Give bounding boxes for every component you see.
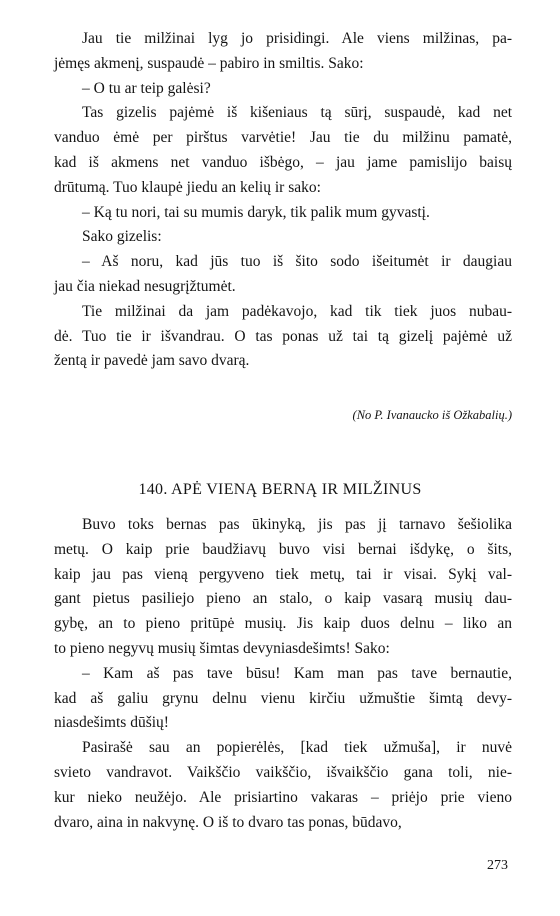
text-line: kur nieko neužėjo. Ale prisiartino vakaras – priėjo prie vieno: [54, 788, 512, 806]
text-line: Jau tie milžinai lyg jo prisidingi. Ale viens milžinas, pa-: [82, 30, 512, 47]
text-line: kad aš galiu grynu delnu vienu kirčiu užmuštie šimtą devy-: [54, 689, 512, 707]
text-line: – Ką tu nori, tai su mumis daryk, tik palik mum gyvastį.: [82, 203, 430, 221]
text-line: gant pietus pasiliejo pieno an stalo, o kaip vasarą musių dau-: [54, 590, 512, 608]
text-line: dė. Tuo tie ir išvandrau. O tas ponas už tai tą gizelį pajėmė už: [54, 327, 512, 345]
text-line: – Aš noru, kad jūs tuo iš šito sodo išeitumėt ir daugiau: [82, 253, 512, 271]
text-line: Pasirašė sau an popierėlės, [kad tiek užmuša], ir nuvė: [82, 739, 512, 757]
text-line: niasdešimts dūšių!: [54, 714, 169, 732]
text-line: Tas gizelis pajėmė iš kišeniaus tą sūrį, suspaudė, kad net: [82, 104, 512, 122]
text-line: žentą ir pavedė jam savo dvarą.: [54, 352, 250, 370]
text-line: kaip jau pas vieną pergyveno tiek metų, tai ir visai. Sykį val-: [54, 565, 512, 583]
text-line: kad iš akmens net vanduo išbėgo, – jau jame pamislijo baisų: [54, 154, 512, 171]
source-attribution: (No P. Ivanaucko iš Ožkabalių.): [352, 408, 512, 422]
text-line: vanduo ėmė per pirštus varvėtie! Jau tie du milžinu pamatė,: [54, 129, 512, 147]
text-line: – O tu ar teip galėsi?: [82, 79, 211, 97]
text-line: gybę, an to pieno pritūpė musių. Jis kaip duos delnu – liko an: [54, 615, 512, 633]
text-line: jau čia niekad nesugrįžtumėt.: [54, 278, 236, 295]
text-line: drūtumą. Tuo klaupė jiedu an kelių ir sako:: [54, 178, 321, 196]
text-line: svieto vandravot. Vaikščio vaikščio, išvaikščio gana toli, nie-: [54, 764, 512, 781]
text-line: Tie milžinai da jam padėkavojo, kad tik tiek juos nubau-: [82, 302, 512, 320]
text-line: – Kam aš pas tave būsu! Kam man pas tave bernautie,: [82, 664, 512, 682]
text-line: Sako gizelis:: [82, 228, 162, 246]
text-line: Buvo toks bernas pas ūkinyką, jis pas jį tarnavo šešiolika: [82, 516, 512, 533]
text-line: to pieno negyvų musių šimtas devyniasdešimts! Sako:: [54, 640, 390, 657]
text-line: metų. O kaip prie baudžiavų buvo visi bernai išdykę, o šits,: [54, 540, 512, 558]
text-line: dvaro, aina in nakvynę. O iš to dvaro tas ponas, būdavo,: [54, 813, 402, 831]
page-number: 273: [487, 858, 508, 873]
chapter-heading: 140. APĖ VIENĄ BERNĄ IR MILŽINUS: [138, 481, 422, 498]
text-line: jėmęs akmenį, suspaudė – pabiro in smiltis. Sako:: [54, 54, 364, 72]
